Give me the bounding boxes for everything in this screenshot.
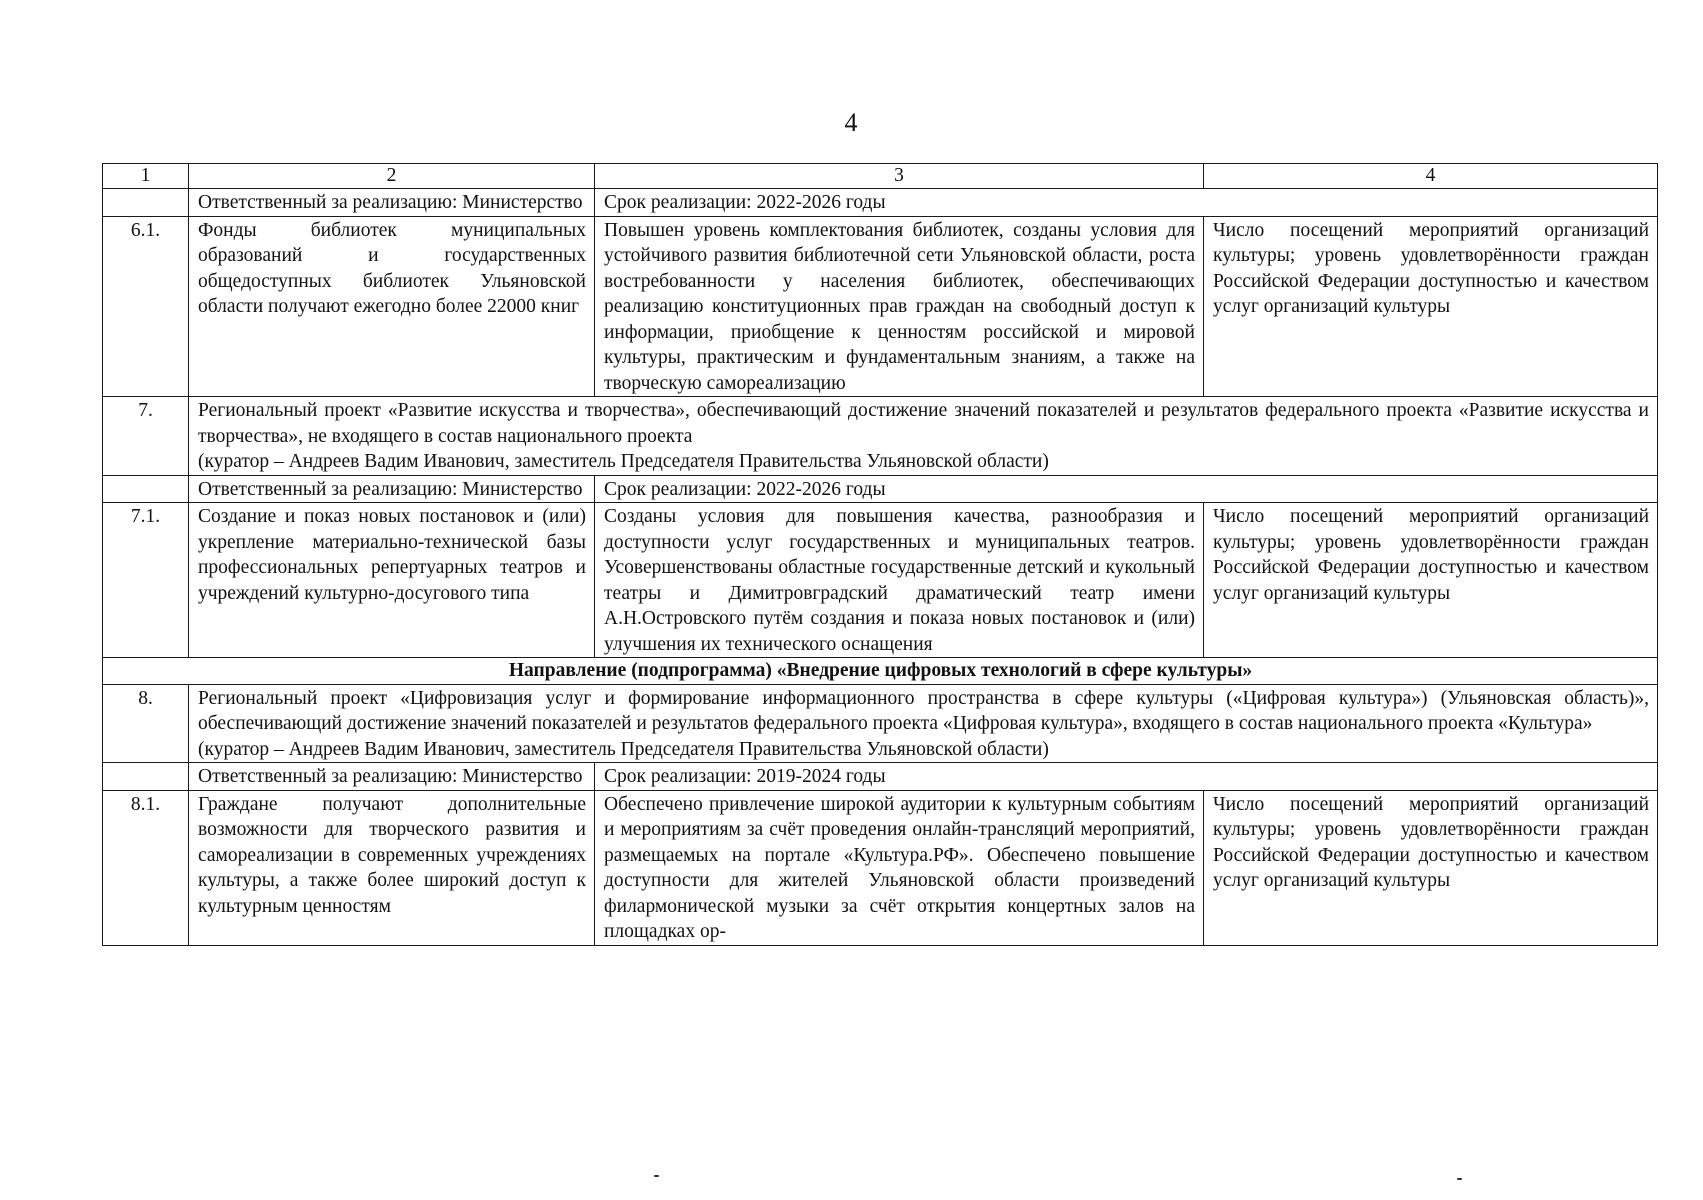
indicators-cell: Число посещений мероприятий организаций культуры; уровень удовлетворённости граждан Российской Федерации доступностью и качеством услуг организаций культуры	[1204, 790, 1658, 945]
empty-cell	[103, 475, 189, 503]
project-title: Региональный проект «Развитие искусства и творчества», обеспечивающий достижение значений показателей и результатов федерального проекта «Развитие искусства и творчества», не входящего в состав национального проекта	[198, 400, 1649, 447]
table-row	[103, 684, 1658, 763]
effect-cell: Созданы условия для повышения качества, разнообразия и доступности услуг государственных и муниципальных театров. Усовершенствованы областные государственные детский и кукольный театры и Димитровградский драматический театр имени А.Н.Островского путём создания и показа новых постановок и (или) улучшения их технического оснащения	[595, 503, 1204, 658]
row-number: 7.	[103, 397, 189, 476]
row-number: 8.	[103, 684, 189, 763]
table-row	[103, 189, 1658, 217]
indicators-cell: Число посещений мероприятий организаций культуры; уровень удовлетворённости граждан Российской Федерации доступностью и качеством услуг организаций культуры	[1204, 503, 1658, 658]
scan-speck	[654, 1175, 659, 1177]
row-number: 6.1.	[103, 216, 189, 397]
term-cell: Срок реализации: 2019-2024 годы	[595, 763, 1658, 791]
project-curator: (куратор – Андреев Вадим Иванович, заместитель Председателя Правительства Ульяновской области)	[198, 738, 1049, 760]
term-cell: Срок реализации: 2022-2026 годы	[595, 475, 1658, 503]
table-row	[103, 475, 1658, 503]
column-header: 3	[595, 164, 1204, 189]
project-cell	[189, 397, 1658, 476]
row-number: 8.1.	[103, 790, 189, 945]
program-table	[102, 163, 1658, 946]
term-cell: Срок реализации: 2022-2026 годы	[595, 189, 1658, 217]
page-number: 4	[844, 108, 859, 137]
table-row	[103, 397, 1658, 476]
table-row	[103, 790, 1658, 945]
table-row	[103, 763, 1658, 791]
section-title: Направление (подпрограмма) «Внедрение цифровых технологий в сфере культуры»	[103, 658, 1658, 685]
table-row	[103, 216, 1658, 397]
effect-cell: Обеспечено привлечение широкой аудитории к культурным событиям и мероприятиям за счёт проведения онлайн-трансляций мероприятий, размещаемых на портале «Культура.РФ». Обеспечено повышение доступности для жителей Ульяновской области произведений филармонической музыки за счёт открытия концертных залов на площадках ор-	[595, 790, 1204, 945]
indicators-cell: Число посещений мероприятий организаций культуры; уровень удовлетворённости граждан Российской Федерации доступностью и качеством услуг организаций культуры	[1204, 216, 1658, 397]
effect-cell: Повышен уровень комплектования библиотек, созданы условия для устойчивого развития библиотечной сети Ульяновской области, роста востребованности у населения библиотек, обеспечивающих реализацию конституционных прав граждан на свободный доступ к информации, приобщение к ценностям российской и мировой культуры, практическим и фундаментальным знаниям, а также на творческую самореализацию	[595, 216, 1204, 397]
task-cell: Создание и показ новых постановок и (или) укрепление материально-технической базы профессиональных репертуарных театров и учреждений культурно-досугового типа	[189, 503, 595, 658]
project-title: Региональный проект «Цифровизация услуг и формирование информационного пространства в сфере культуры («Цифровая культура») (Ульяновская область)», обеспечивающий достижение значений показателей и результатов федерального проекта «Цифровая культура», входящего в состав национального проекта «Культура»	[198, 687, 1649, 734]
section-row	[103, 658, 1658, 685]
empty-cell	[103, 189, 189, 217]
task-cell: Фонды библиотек муниципальных образований и государственных общедоступных библиотек Ульяновской области получают ежегодно более 22000 книг	[189, 216, 595, 397]
project-cell	[189, 684, 1658, 763]
table-row	[103, 503, 1658, 658]
task-cell: Граждане получают дополнительные возможности для творческого развития и самореализации в современных учреждениях культуры, а также более широкий доступ к культурным ценностям	[189, 790, 595, 945]
responsible-cell: Ответственный за реализацию: Министерство	[189, 475, 595, 503]
responsible-cell: Ответственный за реализацию: Министерство	[189, 189, 595, 217]
project-curator: (куратор – Андреев Вадим Иванович, заместитель Председателя Правительства Ульяновской области)	[198, 451, 1049, 472]
row-number: 7.1.	[103, 503, 189, 658]
column-header: 2	[189, 164, 595, 189]
empty-cell	[103, 763, 189, 791]
column-header: 1	[103, 164, 189, 189]
column-header: 4	[1204, 164, 1658, 189]
responsible-cell: Ответственный за реализацию: Министерство	[189, 763, 595, 791]
scan-speck	[1457, 1178, 1462, 1180]
table-header-row	[103, 164, 1658, 189]
